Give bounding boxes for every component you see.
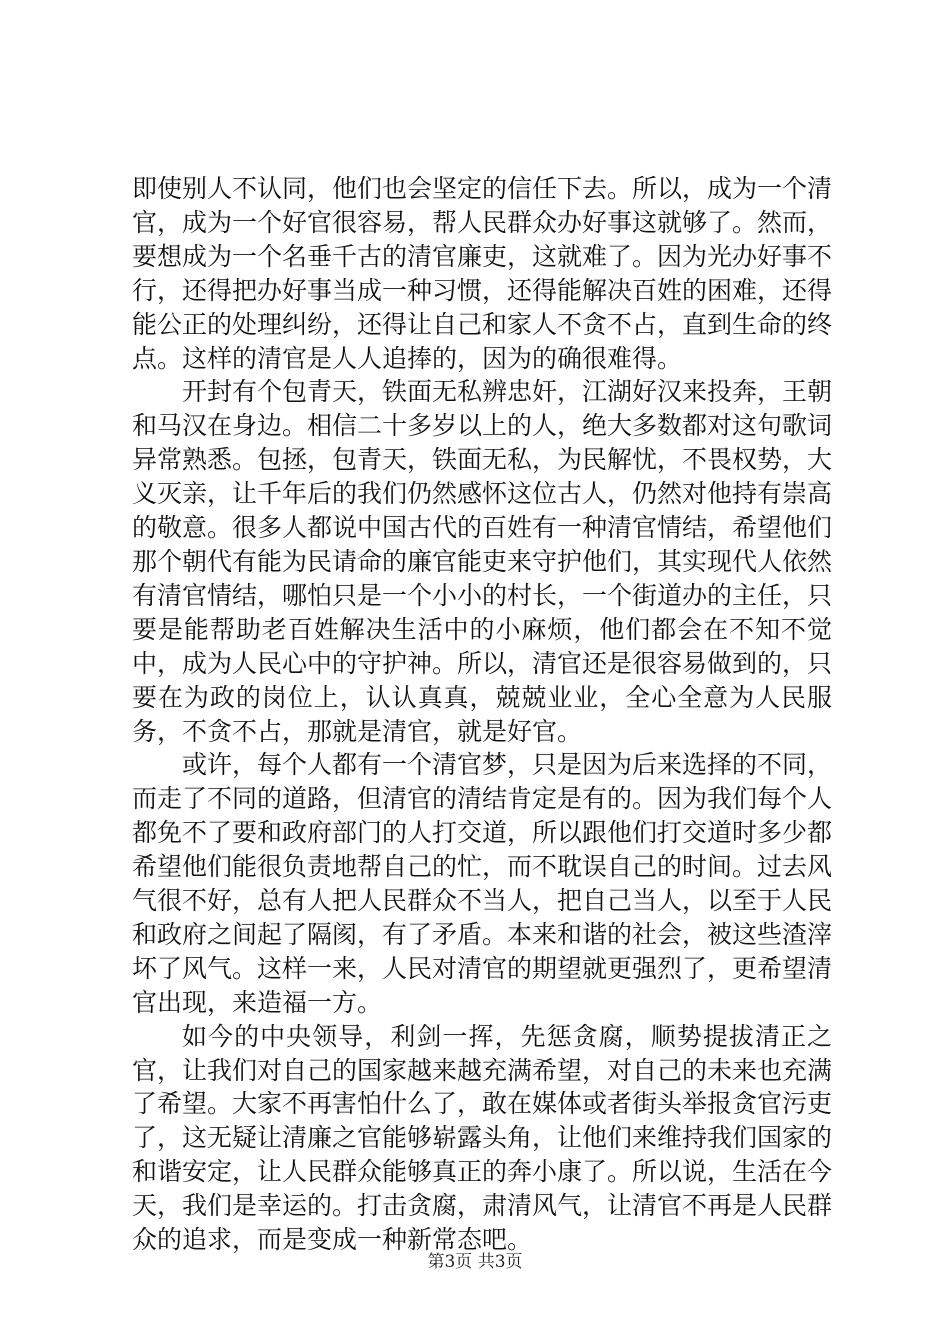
document-body — [132, 172, 832, 1257]
paragraph-1: 即使别人不认同，他们也会坚定的信任下去。所以，成为一个清官，成为一个好官很容易，帮人民群众办好事这就够了。然而，要想成为一个名垂千古的清官廉吏，这就难了。因为光办好事不行，还得把办好事当成一种习惯，还得能解决百姓的困难，还得能公正的处理纠纷，还得让自己和家人不贪不占，直到生命的终点。这样的清官是人人追捧的，因为的确很难得。 — [132, 174, 833, 373]
paragraph-4: 如今的中央领导，利剑一挥，先惩贪腐，顺势提拔清正之官，让我们对自己的国家越来越充满希望，对自己的未来也充满了希望。大家不再害怕什么了，敢在媒体或者街头举报贪官污吏了，这无疑让清廉之官能够崭露头角，让他们来维持我们国家的和谐安定，让人民群众能够真正的奔小康了。所以说，生活在今天，我们是幸运的。打击贪腐，肃清风气，让清官不再是人民群众的追求，而是变成一种新常态吧。 — [132, 1021, 833, 1255]
paragraph-3: 或许，每个人都有一个清官梦，只是因为后来选择的不同，而走了不同的道路，但清官的清结肯定是有的。因为我们每个人都免不了要和政府部门的人打交道，所以跟他们打交道时多少都希望他们能很负责地帮自己的忙，而不耽误自己的时间。过去风气很不好，总有人把人民群众不当人，把自己当人，以至于人民和政府之间起了隔阂，有了矛盾。本来和谐的社会，被这些渣滓坏了风气。这样一来，人民对清官的期望就更强烈了，更希望清官出现，来造福一方。 — [132, 750, 833, 1017]
page-footer: 第3页 共3页 — [427, 1252, 523, 1272]
paragraph-2: 开封有个包青天，铁面无私辨忠奸，江湖好汉来投奔，王朝和马汉在身边。相信二十多岁以上的人，绝大多数都对这句歌词异常熟悉。包拯，包青天，铁面无私，为民解忧，不畏权势，大义灭亲，让千年后的我们仍然感怀这位古人，仍然对他持有崇高的敬意。很多人都说中国古代的百姓有一种清官情结，希望他们那个朝代有能为民请命的廉官能吏来守护他们，其实现代人依然有清官情结，哪怕只是一个小小的村长，一个街道办的主任，只要是能帮助老百姓解决生活中的小麻烦，他们都会在不知不觉中，成为人民心中的守护神。所以，清官还是很容易做到的，只要在为政的岗位上，认认真真，兢兢业业，全心全意为人民服务，不贪不占，那就是清官，就是好官。 — [132, 377, 833, 746]
